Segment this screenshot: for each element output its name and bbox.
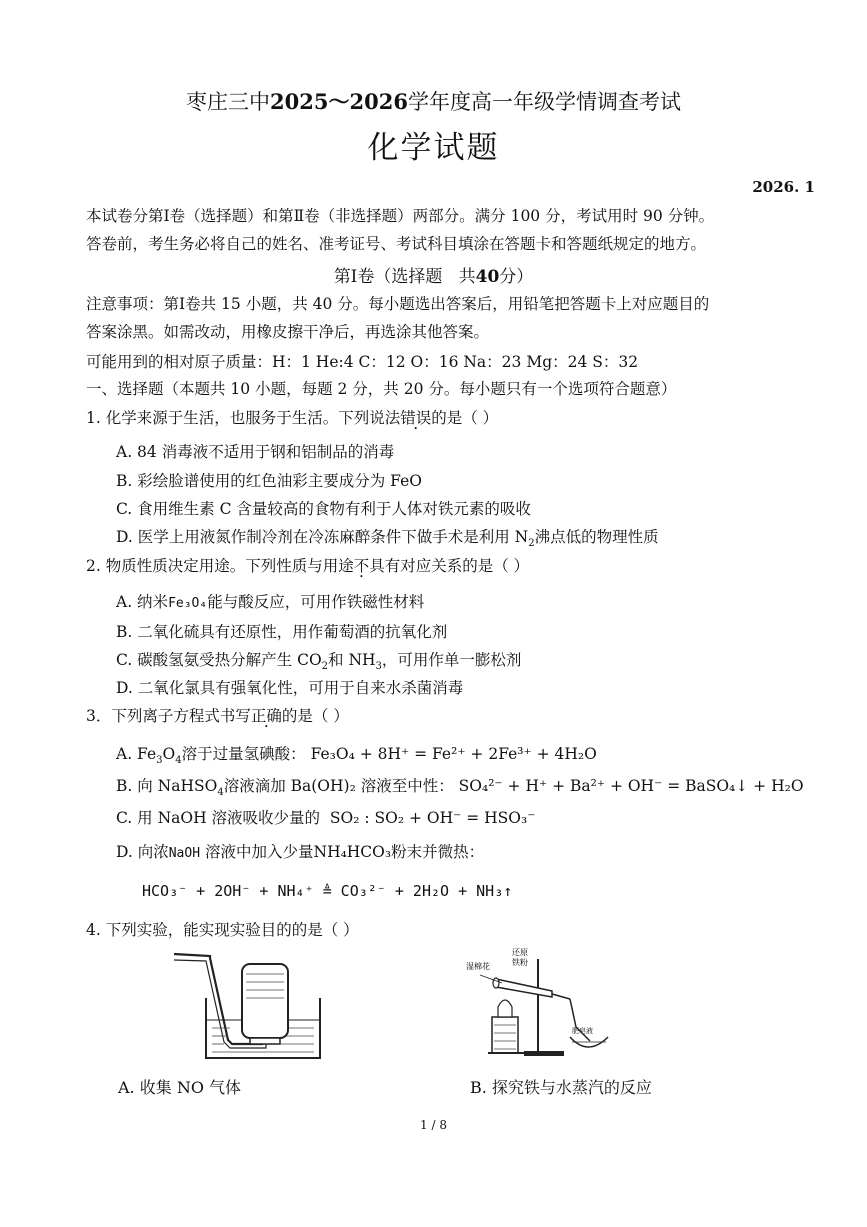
emphasis-dot: 正确 — [250, 707, 282, 725]
notes-line-2: 答案涂黑。如需改动，用橡皮擦干净后，再选涂其他答案。 — [86, 323, 490, 341]
question-2-option-d: D. 二氧化氯具有强氧化性，可用于自来水杀菌消毒 — [116, 679, 464, 697]
question-3-option-a: A. $Fe_3O_4$溶于过量氢碘酸： Fe₃O₄ + 8H⁺ = Fe²⁺ + 2Fe³⁺ + 4H₂O — [116, 745, 597, 767]
figure-b-iron-steam — [440, 945, 620, 1060]
figure-a-caption: A. 收集 NO 气体 — [118, 1078, 242, 1097]
question-3-stem: 3．下列离子方程式书写正确的是（ ） — [86, 707, 349, 725]
atomic-masses: 可能用到的相对原子质量：H：1 He:4 C：12 O：16 Na：23 Mg：24 S：32 — [86, 353, 639, 371]
part-heading: 一、选择题（本题共 10 小题，每题 2 分，共 20 分。每小题只有一个选项符合题意） — [86, 380, 677, 398]
question-1-option-d: D. 医学上用液氮作制冷剂在冷冻麻醉条件下做手术是利用 $N_2$沸点低的物理性质 — [116, 528, 659, 550]
question-3-option-d-equation: HCO₃⁻ + 2OH⁻ + NH₄⁺ ≜ CO₃²⁻ + 2H₂O + NH₃↑ — [142, 882, 513, 900]
question-4-stem: 4. 下列实验，能实现实验目的的是（ ） — [86, 921, 359, 939]
page-number: 1 / 8 — [420, 1118, 447, 1132]
label-wet-cotton: 湿棉花 — [466, 962, 490, 971]
intro-line-2: 答卷前，考生务必将自己的姓名、准考证号、考试科目填涂在答题卡和答题纸规定的地方。 — [86, 235, 707, 253]
question-1-option-b: B. 彩绘脸谱使用的红色油彩主要成分为 FeO — [116, 472, 422, 490]
intro-line-1: 本试卷分第Ⅰ卷（选择题）和第Ⅱ卷（非选择题）两部分。满分 100 分，考试用时 90 分钟。 — [86, 207, 715, 225]
question-3-option-c: C. 用 NaOH 溶液吸收少量的 SO₂ : SO₂ + OH⁻ = HSO₃⁻ — [116, 809, 536, 827]
question-1-option-c: C. 食用维生素 C 含量较高的食物有利于人体对铁元素的吸收 — [116, 500, 531, 518]
question-3-option-b: B. 向 NaHSO$_4$溶液滴加 Ba(OH)₂ 溶液至中性： SO₄²⁻ + H⁺ + Ba²⁺ + OH⁻ = BaSO₄↓ + H₂O — [116, 777, 804, 799]
emphasis-dot: 错误 — [400, 409, 432, 427]
subject-title: 化学试题 — [367, 130, 500, 166]
emphasis-dot: 不 — [353, 557, 370, 575]
notes-line-1: 注意事项：第Ⅰ卷共 15 小题，共 40 分。每小题选出答案后，用铅笔把答题卡上对应题目的 — [86, 295, 710, 313]
exam-date: 2026. 1 — [752, 178, 815, 196]
question-3-option-d: D. 向浓NaOH 溶液中加入少量NH₄HCO₃粉末并微热： — [116, 843, 485, 861]
figure-a-no-collection — [170, 950, 330, 1065]
question-2-option-c: C. 碳酸氢氨受热分解产生 $CO_2$和 $NH_3$，可用作单一膨松剂 — [116, 651, 522, 673]
question-1-option-a: A. 84 消毒液不适用于钢和铝制品的消毒 — [116, 443, 395, 461]
question-2-option-b: B. 二氧化硫具有还原性，用作葡萄酒的抗氧化剂 — [116, 623, 448, 641]
figure-b-caption: B. 探究铁与水蒸汽的反应 — [470, 1078, 652, 1097]
question-2-stem: 2. 物质性质决定用途。下列性质与用途不具有对应关系的是（ ） — [86, 557, 530, 575]
question-2-option-a: A. 纳米Fe₃O₄能与酸反应，可用作铁磁性材料 — [116, 593, 425, 611]
question-1-stem: 1. 化学来源于生活，也服务于生活。下列说法错误的是（ ） — [86, 409, 499, 427]
label-soap-solution: 肥皂液 — [572, 1027, 593, 1035]
label-iron-powder: 铁粉 — [512, 958, 528, 967]
exam-title: 枣庄三中2025～2026学年度高一年级学情调查考试 — [186, 89, 681, 114]
label-reduced: 还原 — [512, 948, 528, 957]
section1-title: 第Ⅰ卷（选择题 共40分） — [333, 267, 534, 287]
